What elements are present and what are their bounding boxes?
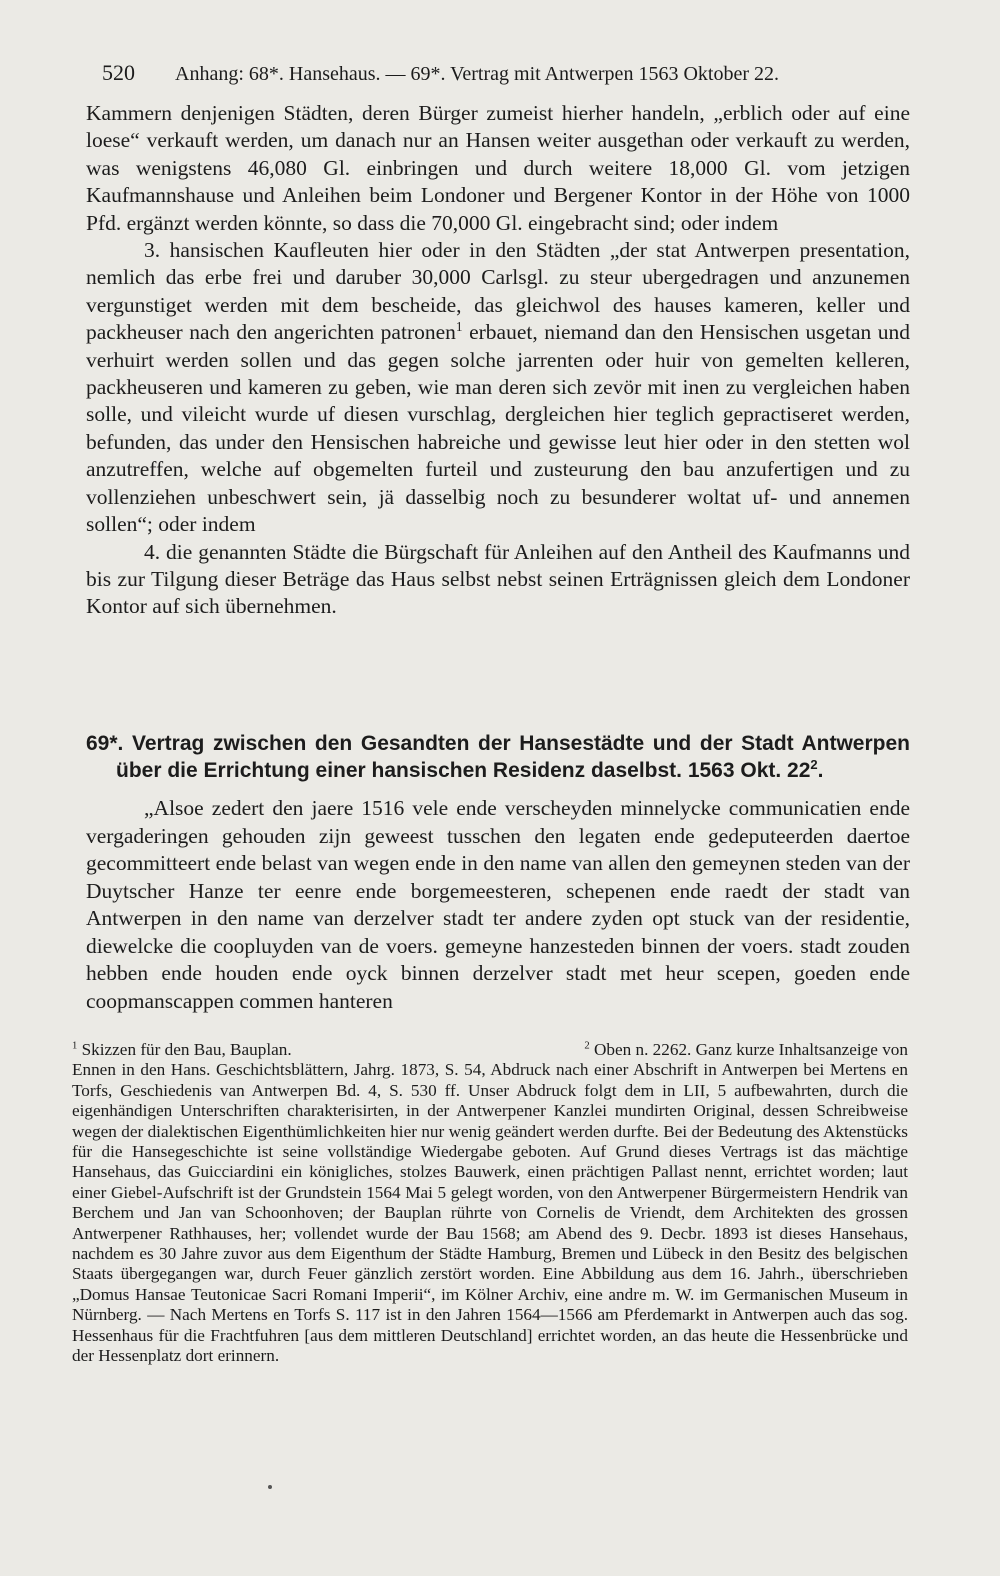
section-heading-line1: 69*. Vertrag zwischen den Gesandten der Hansestädte und der Stadt Antwerpen	[86, 732, 910, 755]
item-3-text: 3. hansischen Kaufleuten hier oder in den Städten „der stat Antwerpen presentation, nemlich das erbe frei und daruber 30,000 Carlsgl. zu steur ubergedragen und anzunemen vergunstiget werden mit dem bescheide, das gleichwol des hauses kameren, keller und packheuser nach den angerichten patronen	[86, 238, 910, 345]
item-3	[86, 237, 910, 538]
treaty-paragraph: „Alsoe zedert den jaere 1516 vele ende verscheyden minnelycke communicatien ende vergaderingen gehouden zijn geweest tusschen den legaten ende gedeputeerden daertoe gecommitteert ende belast van wegen ende in den name van allen den gemeynen steden van der Duytscher Hanze ter eenre ende borgemeesteren, schepenen ende raedt der stadt van Antwerpen in den name van derzelver stadt ter andere zyden opt stuck van der residentie, diewelcke die coopluyden van de voers. gemeyne hanzesteden binnen der voers. stadt zouden hebben ende houden ende oyck binnen derzelver stadt met heur scepen, goeden ende coopmanscappen commen hanteren	[86, 796, 910, 1013]
main-text	[86, 100, 910, 621]
footnote-row	[72, 1040, 908, 1060]
item-4: 4. die genannten Städte die Bürgschaft für Anleihen auf den Antheil des Kaufmanns und bis zur Tilgung dieser Beträge das Haus selbst nebst seinen Erträgnissen gleich dem Londoner Kontor auf sich übernehmen.	[86, 539, 910, 619]
treaty-text	[86, 795, 910, 1015]
footnote-ref-2: 2	[810, 757, 818, 772]
section-heading	[86, 730, 910, 784]
footnote-2-mark: 2	[584, 1040, 590, 1052]
footnote-2-start	[584, 1040, 908, 1060]
running-header	[102, 60, 912, 87]
footnote-1-mark: 1	[72, 1040, 78, 1052]
footnote-1	[72, 1040, 292, 1060]
section-heading-line2	[86, 757, 910, 784]
footnote-1-text: Skizzen für den Bau, Bauplan.	[77, 1040, 292, 1059]
footnote-ref-1: 1	[455, 319, 463, 335]
section-heading-period: .	[817, 759, 824, 782]
paragraph-continuation: Kammern denjenigen Städten, deren Bürger zumeist hierher handeln, „erblich oder auf eine loese“ verkauft werden, um danach nur an Hansen weiter ausgethan oder verkauft zu werden, was wenigstens 46,080 Gl. einbringen und durch weitere 18,000 Gl. vom jetzigen Kaufmannshause und Anleihen beim Londoner und Bergener Kontor in der Höhe von 1000 Pfd. ergänzt werden könnte, so dass die 70,000 Gl. eingebracht sind; oder indem	[86, 101, 910, 235]
running-title: Anhang: 68*. Hansehaus. — 69*. Vertrag mit Antwerpen 1563 Oktober 22.	[175, 63, 779, 85]
page-number: 520	[102, 60, 135, 85]
item-3-text-continued: erbauet, niemand dan den Hensischen usgetan und verhuirt werden sollen und das gegen solche jarrenten oder huir von gemelten kelleren, packheuseren und kameren zu geben, wie man deren sich zevör mit inen zu vergleichen haben solle, und vileicht wurde uf diesen vurschlag, dergleichen hier teglich gepractiseret werden, befunden, das under den Hensischen habreiche und gewisse leut hier oder in den stetten wol anzutreffen, welche auf obgemelten furteil und zusteurung den bau anzufertigen und zu vollenziehen unbeschwert sein, jä dasselbig noch zu besunderer woltat uf- und annemen sollen“; oder indem	[86, 320, 910, 537]
footnotes	[72, 1040, 908, 1367]
footnote-2-first-line: Oben n. 2262. Ganz kurze Inhaltsanzeige von	[589, 1040, 908, 1059]
print-speck	[268, 1485, 272, 1489]
section-heading-line2-text: über die Errichtung einer hansischen Residenz daselbst. 1563 Okt. 22	[116, 759, 811, 782]
footnote-2-text: Ennen in den Hans. Geschichtsblättern, Jahrg. 1873, S. 54, Abdruck nach einer Abschrift in Antwerpen bei Mertens en Torfs, Geschiedenis van Antwerpen Bd. 4, S. 530 ff. Unser Abdruck folgt dem in LII, 5 aufbewahrten, durch die eigenhändigen Unterschriften charakterisirten, in der Antwerpener Kanzlei mundirten Original, dessen Schreibweise wegen der dialektischen Eigenthümlichkeiten hier nur wenig geändert werden durfte. Bei der Bedeutung des Aktenstücks für die Hansegeschichte ist seine vollständige Wiedergabe geboten. Auf Grund dieses Vertrags ist das mächtige Hansehaus, das Guicciardini ein königliches, stolzes Bauwerk, einen prächtigen Pallast nennt, errichtet worden; laut einer Giebel-Aufschrift ist der Grundstein 1564 Mai 5 gelegt worden, von den Antwerpener Bürgermeistern Hendrik van Berchem und Jan van Schoonhoven; der Bauplan rührte von Cornelis de Vriendt, dem Architekten des grossen Antwerpener Rathhauses, her; vollendet wurde der Bau 1568; am Abend des 9. Decbr. 1893 ist dieses Hansehaus, nachdem es 30 Jahre zuvor aus dem Eigenthum der Städte Hamburg, Bremen und Lübeck in den Besitz des belgischen Staats übergegangen war, durch Feuer gänzlich zerstört worden. Eine Abbildung aus dem 16. Jahrh., überschrieben „Domus Hansae Teutonicae Sacri Romani Imperii“, im Kölner Archiv, eine andre m. W. im Germanischen Museum in Nürnberg. — Nach Mertens en Torfs S. 117 ist in den Jahren 1564—1566 am Pferdemarkt in Antwerpen auch das sog. Hessenhaus für die Frachtfuhren [aus dem mittleren Deutschland] errichtet worden, an das heute die Hessenbrücke und der Hessenplatz dort erinnern.	[72, 1060, 908, 1366]
